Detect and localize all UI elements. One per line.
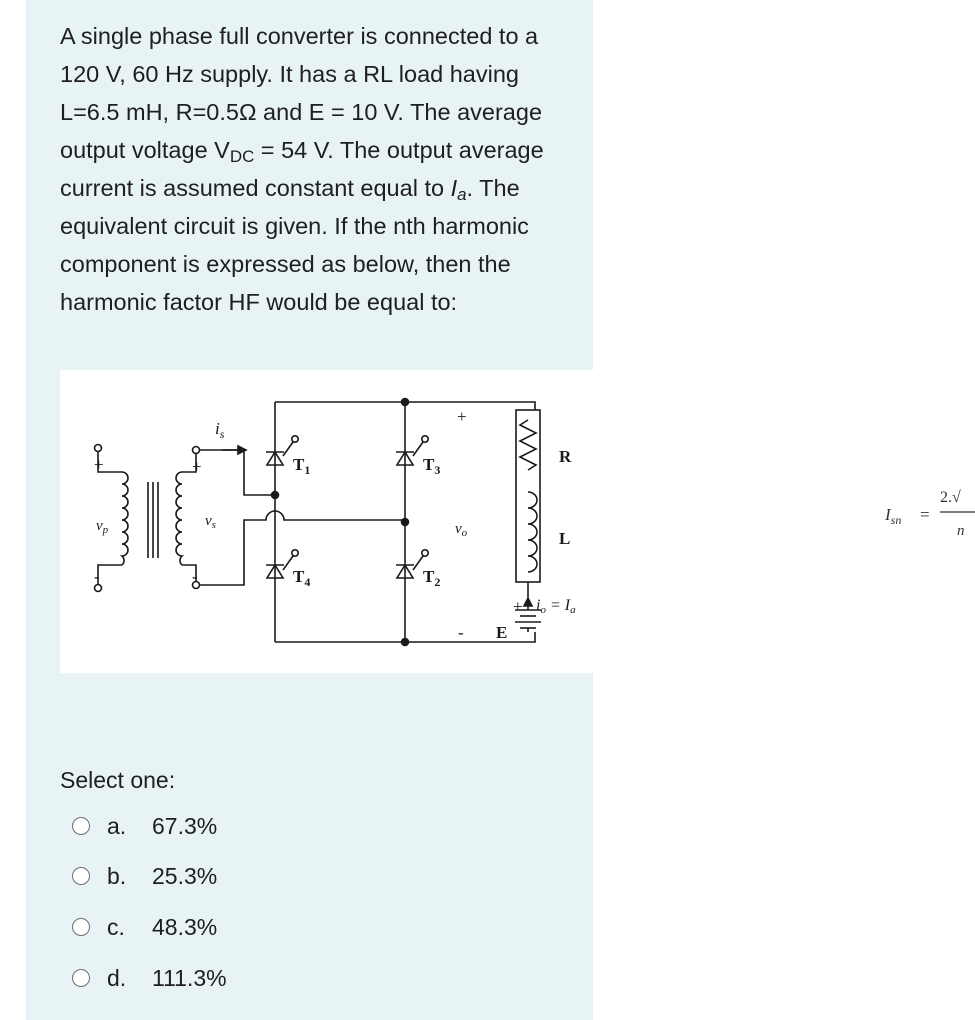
vp-minus-label: - <box>94 567 100 586</box>
t3-label: $T_3$ <box>423 455 441 477</box>
formula-denominator: n <box>957 523 965 539</box>
option-a[interactable] <box>72 809 217 843</box>
vs-label: $v_s$ <box>205 513 216 531</box>
option-letter: c. <box>107 913 125 940</box>
formula-graphic <box>880 480 975 550</box>
t1-label: $T_1$ <box>293 455 311 477</box>
option-d[interactable] <box>72 961 227 995</box>
question-text: A single phase full converter is connected to a 120 V, 60 Hz supply. It has a RL load having L=6.5 mH, R=0.5Ω and E = 10 V. The average output voltage $V_{DC} = 54$ V. The output average current is assumed constant equal to $I_a$. The equivalent circuit is given. If the nth harmonic component is expressed as below, then the harmonic factor HF would be equal to: <box>60 23 544 315</box>
vp-label: $v_p$ <box>96 518 109 536</box>
option-value: 67.3% <box>152 812 218 839</box>
radio-b[interactable] <box>72 867 90 885</box>
select-one-label: Select one: <box>60 767 176 793</box>
vo-minus-label: - <box>458 623 464 642</box>
vp-plus-label: + <box>94 455 104 474</box>
option-value: 48.3% <box>152 913 218 940</box>
formula-numerator: 2.√ <box>940 489 961 506</box>
formula-lhs: $I_{sn}$ <box>885 505 902 527</box>
t4-label: $T_4$ <box>293 567 311 589</box>
l-label: L <box>559 529 571 548</box>
radio-d[interactable] <box>72 969 90 987</box>
t2-label: $T_2$ <box>423 567 441 589</box>
option-c[interactable] <box>72 910 217 944</box>
option-letter: b. <box>107 862 127 889</box>
option-b[interactable] <box>72 859 217 893</box>
r-label: R <box>559 447 572 466</box>
e-plus-label: + <box>513 597 523 616</box>
option-letter: a. <box>107 812 127 839</box>
vo-plus-label: + <box>457 407 467 426</box>
option-value: 25.3% <box>152 862 218 889</box>
e-label: E <box>496 623 508 642</box>
harmonic-formula <box>880 480 975 550</box>
radio-c[interactable] <box>72 918 90 936</box>
option-letter: d. <box>107 964 127 991</box>
vs-plus-label: + <box>192 457 202 476</box>
option-value: 111.3% <box>152 964 227 991</box>
circuit-diagram <box>60 370 593 673</box>
converter-circuit <box>60 370 593 673</box>
vs-minus-label: - <box>192 567 198 586</box>
radio-a[interactable] <box>72 817 90 835</box>
is-label: $i_s$ <box>215 419 225 441</box>
io-label: io = Ia <box>536 597 576 616</box>
formula-equals: = <box>920 505 930 524</box>
vo-label: $v_o$ <box>455 521 468 539</box>
